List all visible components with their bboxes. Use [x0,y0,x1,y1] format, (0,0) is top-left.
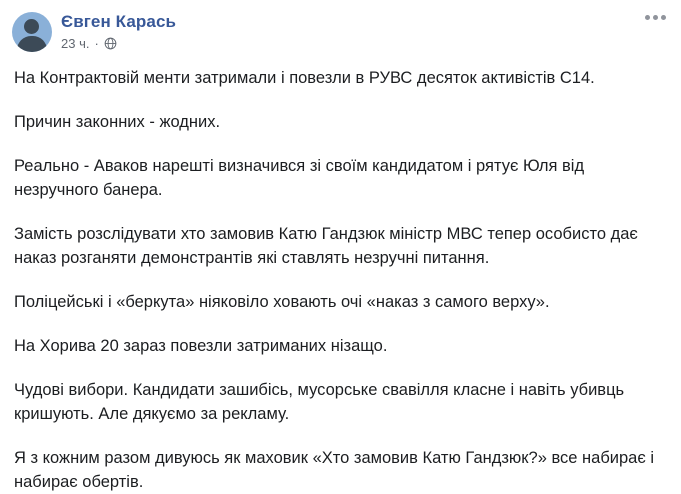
more-dot-3 [661,15,666,20]
post-paragraph: Замість розслідувати хто замовив Катю Гандзюк міністр МВС тепер особисто дає наказ розганяти демонстрантів які ставлять незручні питання. [14,225,638,267]
post-paragraph: Чудові вибори. Кандидати зашибісь, мусорське свавілля класне і навіть убивць кришують. Але дякуємо за рекламу. [14,381,625,423]
post-paragraph: На Контрактовій менти затримали і повезли в РУВС десяток активістів С14. [14,69,595,87]
post-paragraph: Причин законних - жодних. [14,113,221,131]
post-body [0,52,681,494]
more-dot-2 [653,15,658,20]
meta-separator: · [94,36,99,51]
avatar-body [17,36,47,52]
avatar[interactable] [12,12,52,52]
post-meta [61,36,176,51]
more-options-icon[interactable] [642,12,669,23]
post-author-name[interactable]: Євген Карась [61,12,177,31]
post-header [0,0,681,52]
post-paragraph: На Хорива 20 зараз повезли затриманих нізащо. [14,337,388,355]
avatar-head [24,19,39,34]
post-paragraph: Поліцейські і «беркута» ніяковіло ховають очі «наказ з самого верху». [14,293,550,311]
post-timestamp[interactable]: 23 ч. [61,36,90,51]
post-paragraph: Я з кожним разом дивуюсь як маховик «Хто замовив Катю Гандзюк?» все набирає і набирає обертів. [14,449,655,491]
post-header-text [61,10,176,51]
post-paragraph: Реально - Аваков нарешті визначився зі своїм кандидатом і рятує Юля від незручного банера. [14,157,585,199]
more-dot-1 [645,15,650,20]
globe-icon[interactable] [104,37,117,50]
